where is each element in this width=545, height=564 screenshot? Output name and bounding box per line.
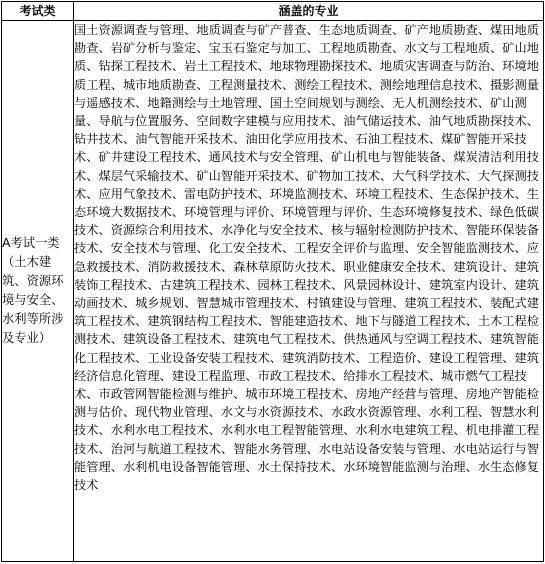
header-category: 考试类 xyxy=(2,2,74,21)
majors-cell: 国土资源调查与管理、地质调查与矿产普查、生态地质调查、矿产地质勘查、煤田地质勘查、岩矿分析与鉴定、宝玉石鉴定与加工、工程地质勘查、水文与工程地质、矿山地质、钻探工程技术、岩土工程技术、地球物理勘探技术、地质灾害调查与防治、环境地质工程、城市地质勘查、工程测量技术、测绘工程技术、测绘地理信息技术、摄影测量与遥感技术、地籍测绘与土地管理、国土空间规划与测绘、无人机测绘技术、矿山测量、导航与位置服务、空间数字建模与应用技术、油气储运技术、油气地质勘探技术、钻井技术、油气智能开采技术、油田化学应用技术、石油工程技术、煤矿智能开采技术、矿井建设工程技术、通风技术与安全管理、矿山机电与智能装备、煤炭清洁利用技术、煤层气采输技术、矿山智能开采技术、矿物加工技术、大气科学技术、大气探测技术、应用气象技术、雷电防护技术、环境监测技术、环境工程技术、生态保护技术、生态环境大数据技术、环境管理与评价、环境管理与评价、生态环境修复技术、绿色低碳技术、资源综合利用技术、水净化与安全技术、核与辐射检测防护技术、智能环保装备技术、安全技术与管理、化工安全技术、工程安全评价与监理、安全智能监测技术、应急救援技术、消防救援技术、森林草原防火技术、职业健康安全技术、建筑设计、建筑装饰工程技术、古建筑工程技术、园林工程技术、风景园林设计、建筑室内设计、建筑动画技术、城乡规划、智慧城市管理技术、村镇建设与管理、建筑工程技术、装配式建筑工程技术、建筑钢结构工程技术、智能建造技术、地下与隧道工程技术、土木工程检测技术、建筑设备工程技术、建筑电气工程技术、供热通风与空调工程技术、建筑智能化工程技术、工业设备安装工程技术、建筑消防技术、工程造价、建设工程管理、建筑经济信息化管理、建设工程监理、市政工程技术、给排水工程技术、城市燃气工程技术、市政管网智能检测与维护、城市环境工程技术、房地产经营与管理、房地产智能检测与估价、现代物业管理、水文与水资源技术、水政水资源管理、水利工程、智慧水利技术、水利水电工程技术、水利水电工程智能管理、水利水电建筑工程、机电排灌工程技术、治河与航道工程技术、智能水务管理、水电站设备安装与管理、水电站运行与智能管理、水利机电设备智能管理、水土保持技术、水环境智能监测与治理、水生态修复技术 xyxy=(74,21,544,562)
majors-table xyxy=(1,1,544,562)
header-majors: 涵盖的专业 xyxy=(74,2,544,21)
table-row xyxy=(2,21,544,562)
category-cell: A考试一类（土木建筑、资源环境与安全、水利等所涉及专业） xyxy=(2,21,74,562)
table-header-row xyxy=(2,2,544,21)
